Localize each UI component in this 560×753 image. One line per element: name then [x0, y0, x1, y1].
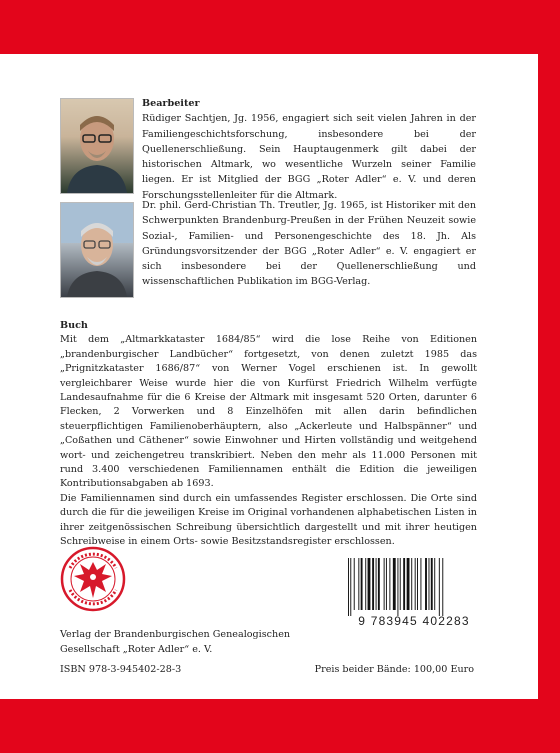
- bio-treutler: Dr. phil. Gerd-Christian Th. Treutler, Jg. 1965, ist Historiker mit den Schwerpunkten Brandenburg-Preußen in der Frühen Neuzeit sowie Sozial-, Familien- und Personengeschichte des 18. Jh. Als Gründungsvorsitzender der BGG „Roter Adler“ e. V. engagiert er sich insbesondere bei der Quellenerschließung und wissenschaftlichen Publikation im BGG-Verlag.: [142, 200, 476, 288]
- barcode-bar-5: [365, 558, 366, 610]
- barcode-bar-22: [425, 558, 427, 610]
- publisher-line-1: Verlag der Brandenburgischen Genealogischen: [60, 629, 291, 640]
- isbn-barcode: [346, 558, 482, 618]
- barcode-bar-10: [384, 558, 385, 610]
- barcode-bar-19: [415, 558, 416, 610]
- barcode-bar-7: [372, 558, 374, 610]
- barcode-bar-14: [397, 558, 398, 616]
- barcode-bar-20: [417, 558, 418, 610]
- barcode-bar-15: [400, 558, 401, 610]
- book-paragraph-1: Mit dem „Altmarkkataster 1684/85“ wird die lose Reihe von Editionen „brandenburgischer Landbücher“ fortgesetzt, von denen zuletzt 1985 das „Prignitzkataster 1686/87“ von Werner Vogel erschienen ist. In gewollt vergleichbarer Weise wurde hier die von Kurfürst Friedrich Wilhelm verfügte Landesaufnahme für die 6 Kreise der Altmark mit insgesamt 520 Orten, darunter 6 Flecken, 2 Vorwerken und 8 Einzelhöfen mit allen darin befindlichen steuerpflichtigen Familienoberhäuptern, also „Ackerleute und Halbspänner“ und „Coßathen und Cäthener“ sowie Einwohner und Hirten vollständig und weitgehend wort- und zeichengetreu transkribiert. Neben den mehr als 11.000 Personen mit rund 3.400 verschiedenen Familiennamen enthält die Edition die jeweiligen Kontributionsabgaben ab 1693.: [60, 334, 477, 490]
- barcode-bar-8: [376, 558, 377, 610]
- isbn: ISBN 978-3-945402-28-3: [60, 664, 182, 675]
- publisher: [60, 627, 290, 657]
- barcode-bar-27: [442, 558, 443, 616]
- barcode-bar-16: [403, 558, 405, 610]
- barcode-bar-0: [348, 558, 349, 616]
- price: Preis beider Bände: 100,00 Euro: [314, 664, 474, 675]
- author-photo-sachtjen: [60, 98, 134, 194]
- barcode-bar-13: [393, 558, 396, 610]
- red-frame-right: [538, 54, 560, 699]
- author-photo-treutler: [60, 202, 134, 298]
- barcode-bar-26: [439, 558, 440, 616]
- book-description: [60, 319, 477, 550]
- barcode-number: 9 783945 402283: [358, 614, 470, 628]
- barcode-bar-11: [386, 558, 387, 610]
- bio-text-sachtjen: Rüdiger Sachtjen, Jg. 1956, engagiert sich seit vielen Jahren in der Familiengeschichtsforschung, insbesondere bei der Quellenerschließung. Sein Hauptaugenmerk gilt dabei der historischen Altmark, wo wesentliche Wurzeln seiner Familie liegen. Er ist Mitglied der BGG „Roter Adler“ e. V. und deren Forschungsstellenleiter für die Altmark.: [142, 113, 476, 201]
- heading-buch: Buch: [60, 320, 88, 331]
- publisher-line-2: Gesellschaft „Roter Adler“ e. V.: [60, 644, 213, 655]
- barcode-bar-3: [358, 558, 359, 610]
- barcode-bar-24: [431, 558, 433, 610]
- heading-bearbeiter: Bearbeiter: [142, 98, 200, 109]
- barcode-bar-2: [354, 558, 355, 610]
- barcode-bar-23: [429, 558, 430, 610]
- barcode-bar-17: [407, 558, 410, 610]
- barcode-bar-21: [420, 558, 421, 610]
- bgg-seal-logo: [60, 546, 126, 612]
- book-paragraph-2: Die Familiennamen sind durch ein umfassendes Register erschlossen. Die Orte sind durch die für die jeweiligen Kreise im Original vorhandenen alphabetischen Listen in ihrer zeitgenössischen Schreibung übersichtlich dargestellt und mit ihrer heutigen Schreibweise in einem Orts- sowie Besitzstandsregister erschlossen.: [60, 492, 477, 548]
- barcode-bar-1: [350, 558, 351, 616]
- barcode-bar-12: [389, 558, 390, 610]
- barcode-bar-4: [361, 558, 363, 610]
- bio-sachtjen: [142, 96, 476, 203]
- barcode-bar-6: [368, 558, 371, 610]
- barcode-bar-18: [411, 558, 412, 610]
- barcode-bar-9: [378, 558, 380, 610]
- back-cover: [0, 54, 538, 699]
- barcode-bar-25: [434, 558, 435, 610]
